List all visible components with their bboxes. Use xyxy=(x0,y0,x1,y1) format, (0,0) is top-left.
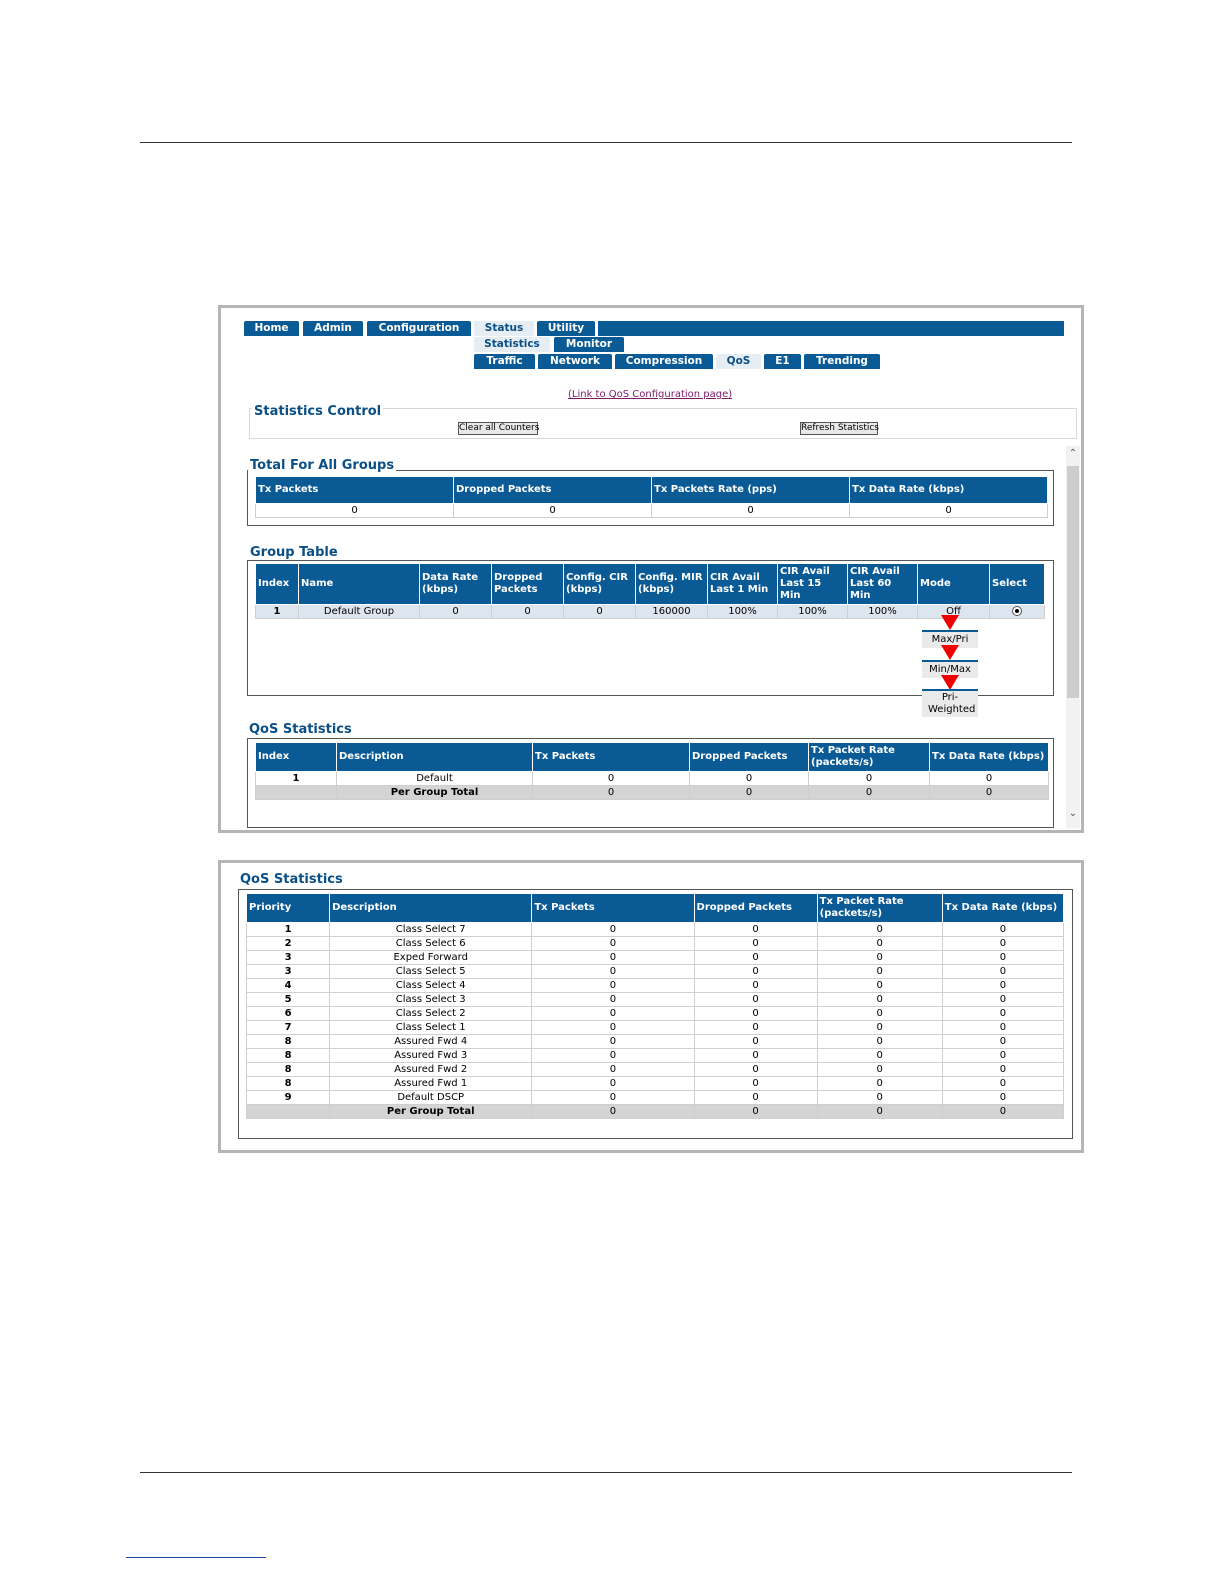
tab-home[interactable]: Home xyxy=(244,321,299,336)
qos-stats-legend-top: QoS Statistics xyxy=(249,722,352,737)
select-radio[interactable] xyxy=(1012,606,1022,616)
subtab-trending[interactable]: Trending xyxy=(804,354,880,369)
group-cir-1min: 100% xyxy=(708,605,778,619)
row-tx-packet-rate: 0 xyxy=(817,951,942,965)
subtab-compression[interactable]: Compression xyxy=(615,354,713,369)
row-tx-packets: 0 xyxy=(532,993,694,1007)
subtab-monitor[interactable]: Monitor xyxy=(554,337,624,352)
row-tx-data-rate: 0 xyxy=(942,1077,1063,1091)
statistics-control-legend: Statistics Control xyxy=(254,404,382,419)
header-data-rate: Data Rate (kbps) xyxy=(420,564,492,605)
nav-bar-fill xyxy=(598,321,1064,336)
row-tx-packet-rate: 0 xyxy=(817,1091,942,1105)
subtab-traffic[interactable]: Traffic xyxy=(474,354,535,369)
mode-option-pri-weighted[interactable]: Pri-Weighted xyxy=(922,689,978,717)
row-dropped-packets: 0 xyxy=(694,1091,817,1105)
arrow-down-icon xyxy=(941,645,959,660)
row-tx-packets: 0 xyxy=(532,1007,694,1021)
scroll-down-icon[interactable]: ⌄ xyxy=(1068,808,1078,819)
row-tx-packet-rate: 0 xyxy=(817,1007,942,1021)
row-priority xyxy=(256,786,337,800)
header-rule xyxy=(140,142,1072,143)
table-row xyxy=(247,1091,1064,1105)
row-tx-packets: 0 xyxy=(532,1091,694,1105)
row-description: Class Select 1 xyxy=(330,1021,532,1035)
row-priority: 8 xyxy=(247,1035,330,1049)
row-tx-data-rate: 0 xyxy=(942,1105,1063,1119)
arrow-down-icon xyxy=(941,615,959,630)
row-priority: 8 xyxy=(247,1063,330,1077)
header-cir-60min: CIR Avail Last 60 Min xyxy=(848,564,918,605)
group-dropped: 0 xyxy=(492,605,564,619)
header-config-cir: Config. CIR (kbps) xyxy=(564,564,636,605)
header-index: Index xyxy=(256,743,337,772)
row-tx-packet-rate: 0 xyxy=(809,786,930,800)
qos-stats-table-bottom xyxy=(246,893,1064,1119)
table-row xyxy=(247,965,1064,979)
row-tx-packet-rate: 0 xyxy=(817,937,942,951)
subtab-qos[interactable]: QoS xyxy=(716,354,761,369)
row-tx-packets: 0 xyxy=(533,772,690,786)
group-config-mir: 160000 xyxy=(636,605,708,619)
table-row xyxy=(247,937,1064,951)
group-config-cir: 0 xyxy=(564,605,636,619)
total-tx-packets-rate: 0 xyxy=(652,504,850,518)
row-description: Assured Fwd 2 xyxy=(330,1063,532,1077)
row-tx-data-rate: 0 xyxy=(942,923,1063,937)
table-row xyxy=(247,1063,1064,1077)
row-tx-data-rate: 0 xyxy=(942,1049,1063,1063)
row-priority: 8 xyxy=(247,1049,330,1063)
per-group-total-label: Per Group Total xyxy=(337,786,533,800)
header-cir-1min: CIR Avail Last 1 Min xyxy=(708,564,778,605)
row-tx-packet-rate: 0 xyxy=(817,965,942,979)
header-index: Index xyxy=(256,564,299,605)
subtab-statistics[interactable]: Statistics xyxy=(474,337,550,352)
row-tx-packet-rate: 0 xyxy=(817,1063,942,1077)
row-dropped-packets: 0 xyxy=(694,979,817,993)
per-group-total-row xyxy=(247,1105,1064,1119)
qos-priority-screenshot xyxy=(218,860,1084,1153)
row-dropped-packets: 0 xyxy=(694,951,817,965)
row-priority: 5 xyxy=(247,993,330,1007)
row-tx-packets: 0 xyxy=(532,1105,694,1119)
row-dropped-packets: 0 xyxy=(694,1035,817,1049)
row-tx-data-rate: 0 xyxy=(942,1063,1063,1077)
row-dropped-packets: 0 xyxy=(694,1021,817,1035)
row-tx-packets: 0 xyxy=(532,923,694,937)
table-row xyxy=(247,1035,1064,1049)
header-config-mir: Config. MIR (kbps) xyxy=(636,564,708,605)
tab-status[interactable]: Status xyxy=(474,321,534,336)
row-tx-packets: 0 xyxy=(532,1021,694,1035)
row-description: Exped Forward xyxy=(330,951,532,965)
table-row xyxy=(247,993,1064,1007)
row-description: Class Select 5 xyxy=(330,965,532,979)
header-tx-packets-rate: Tx Packets Rate (pps) xyxy=(652,477,850,504)
footer-rule xyxy=(140,1472,1072,1473)
row-dropped-packets: 0 xyxy=(690,786,809,800)
row-tx-data-rate: 0 xyxy=(942,951,1063,965)
row-dropped-packets: 0 xyxy=(694,1105,817,1119)
header-tx-packets: Tx Packets xyxy=(533,743,690,772)
row-dropped-packets: 0 xyxy=(690,772,809,786)
row-dropped-packets: 0 xyxy=(694,1007,817,1021)
row-priority: 9 xyxy=(247,1091,330,1105)
group-table-legend: Group Table xyxy=(250,545,338,560)
scroll-up-icon[interactable]: ⌃ xyxy=(1068,448,1078,459)
row-tx-data-rate: 0 xyxy=(942,1035,1063,1049)
total-tx-data-rate: 0 xyxy=(850,504,1048,518)
header-cir-15min: CIR Avail Last 15 Min xyxy=(778,564,848,605)
totals-legend: Total For All Groups xyxy=(250,458,395,473)
row-tx-data-rate: 0 xyxy=(942,1021,1063,1035)
footer-link-underline xyxy=(126,1557,266,1558)
header-tx-data-rate: Tx Data Rate (kbps) xyxy=(850,477,1048,504)
group-cir-15min: 100% xyxy=(778,605,848,619)
group-name: Default Group xyxy=(299,605,420,619)
tab-admin[interactable]: Admin xyxy=(303,321,363,336)
row-tx-packets: 0 xyxy=(532,1063,694,1077)
group-data-rate: 0 xyxy=(420,605,492,619)
row-tx-packet-rate: 0 xyxy=(817,1049,942,1063)
row-tx-packet-rate: 0 xyxy=(817,923,942,937)
subtab-e1[interactable]: E1 xyxy=(764,354,801,369)
row-tx-data-rate: 0 xyxy=(930,772,1049,786)
per-group-total-label: Per Group Total xyxy=(330,1105,532,1119)
table-row xyxy=(247,923,1064,937)
row-tx-packet-rate: 0 xyxy=(817,1077,942,1091)
row-tx-packets: 0 xyxy=(532,965,694,979)
row-tx-data-rate: 0 xyxy=(942,937,1063,951)
per-group-total-row xyxy=(256,786,1049,800)
table-row xyxy=(247,951,1064,965)
refresh-statistics-button[interactable]: Refresh Statistics xyxy=(801,423,879,433)
row-description: Class Select 7 xyxy=(330,923,532,937)
group-mode[interactable]: Off xyxy=(918,605,990,619)
table-row xyxy=(247,1021,1064,1035)
header-description: Description xyxy=(330,894,532,923)
row-priority xyxy=(247,1105,330,1119)
row-tx-packets: 0 xyxy=(532,1049,694,1063)
row-tx-packets: 0 xyxy=(532,979,694,993)
row-priority: 8 xyxy=(247,1077,330,1091)
row-description: Default xyxy=(337,772,533,786)
row-tx-data-rate: 0 xyxy=(942,993,1063,1007)
qos-config-link[interactable]: (Link to QoS Configuration page) xyxy=(568,389,733,400)
table-row xyxy=(247,1049,1064,1063)
mode-option-max-pri[interactable]: Max/Pri xyxy=(922,630,978,648)
header-name: Name xyxy=(299,564,420,605)
row-priority: 3 xyxy=(247,965,330,979)
row-dropped-packets: 0 xyxy=(694,1049,817,1063)
header-tx-data-rate: Tx Data Rate (kbps) xyxy=(930,743,1049,772)
row-tx-packet-rate: 0 xyxy=(817,979,942,993)
clear-counters-button[interactable]: Clear all Counters xyxy=(459,423,540,433)
header-priority: Priority xyxy=(247,894,330,923)
row-tx-data-rate: 0 xyxy=(930,786,1049,800)
group-cir-60min: 100% xyxy=(848,605,918,619)
row-description: Class Select 6 xyxy=(330,937,532,951)
row-priority: 1 xyxy=(247,923,330,937)
row-description: Class Select 3 xyxy=(330,993,532,1007)
status-qos-screenshot xyxy=(218,305,1084,833)
row-description: Assured Fwd 4 xyxy=(330,1035,532,1049)
row-tx-packets: 0 xyxy=(533,786,690,800)
row-priority: 6 xyxy=(247,1007,330,1021)
row-dropped-packets: 0 xyxy=(694,993,817,1007)
header-tx-packets: Tx Packets xyxy=(532,894,694,923)
row-tx-data-rate: 0 xyxy=(942,1091,1063,1105)
header-tx-data-rate: Tx Data Rate (kbps) xyxy=(942,894,1063,923)
table-row[interactable] xyxy=(256,605,1045,619)
row-dropped-packets: 0 xyxy=(694,965,817,979)
row-description: Assured Fwd 1 xyxy=(330,1077,532,1091)
qos-stats-table-top xyxy=(255,742,1049,800)
row-description: Class Select 4 xyxy=(330,979,532,993)
row-dropped-packets: 0 xyxy=(694,937,817,951)
row-tx-data-rate: 0 xyxy=(942,965,1063,979)
row-description: Class Select 2 xyxy=(330,1007,532,1021)
row-tx-packet-rate: 0 xyxy=(817,1035,942,1049)
header-select: Select xyxy=(990,564,1045,605)
mode-option-min-max[interactable]: Min/Max xyxy=(922,660,978,678)
header-dropped-packets: Dropped Packets xyxy=(694,894,817,923)
row-dropped-packets: 0 xyxy=(694,1063,817,1077)
header-mode: Mode xyxy=(918,564,990,605)
row-description: Assured Fwd 3 xyxy=(330,1049,532,1063)
totals-table xyxy=(255,476,1048,518)
row-dropped-packets: 0 xyxy=(694,1077,817,1091)
row-tx-packet-rate: 0 xyxy=(817,1105,942,1119)
group-select[interactable] xyxy=(990,605,1045,619)
table-row xyxy=(247,979,1064,993)
row-tx-data-rate: 0 xyxy=(942,1007,1063,1021)
row-tx-packets: 0 xyxy=(532,937,694,951)
row-priority: 1 xyxy=(256,772,337,786)
row-tx-packets: 0 xyxy=(532,951,694,965)
row-dropped-packets: 0 xyxy=(694,923,817,937)
table-row xyxy=(247,1007,1064,1021)
header-tx-packet-rate: Tx Packet Rate (packets/s) xyxy=(809,743,930,772)
row-priority: 4 xyxy=(247,979,330,993)
row-tx-packets: 0 xyxy=(532,1077,694,1091)
header-description: Description xyxy=(337,743,533,772)
arrow-down-icon xyxy=(941,675,959,690)
header-dropped-packets: Dropped Packets xyxy=(690,743,809,772)
tab-utility[interactable]: Utility xyxy=(537,321,595,336)
group-table xyxy=(255,563,1045,619)
scrollbar-thumb[interactable] xyxy=(1067,466,1079,698)
row-priority: 7 xyxy=(247,1021,330,1035)
row-tx-packet-rate: 0 xyxy=(809,772,930,786)
total-dropped-packets: 0 xyxy=(454,504,652,518)
total-tx-packets: 0 xyxy=(256,504,454,518)
table-row xyxy=(256,772,1049,786)
row-tx-packet-rate: 0 xyxy=(817,1021,942,1035)
row-tx-packets: 0 xyxy=(532,1035,694,1049)
table-row xyxy=(247,1077,1064,1091)
header-tx-packet-rate: Tx Packet Rate (packets/s) xyxy=(817,894,942,923)
row-priority: 3 xyxy=(247,951,330,965)
row-tx-data-rate: 0 xyxy=(942,979,1063,993)
tab-configuration[interactable]: Configuration xyxy=(367,321,471,336)
header-tx-packets: Tx Packets xyxy=(256,477,454,504)
group-index: 1 xyxy=(256,605,299,619)
qos-stats-legend-bottom: QoS Statistics xyxy=(240,872,343,887)
header-dropped-packets: Dropped Packets xyxy=(454,477,652,504)
row-description: Default DSCP xyxy=(330,1091,532,1105)
row-priority: 2 xyxy=(247,937,330,951)
subtab-network[interactable]: Network xyxy=(538,354,612,369)
row-tx-packet-rate: 0 xyxy=(817,993,942,1007)
header-dropped: Dropped Packets xyxy=(492,564,564,605)
